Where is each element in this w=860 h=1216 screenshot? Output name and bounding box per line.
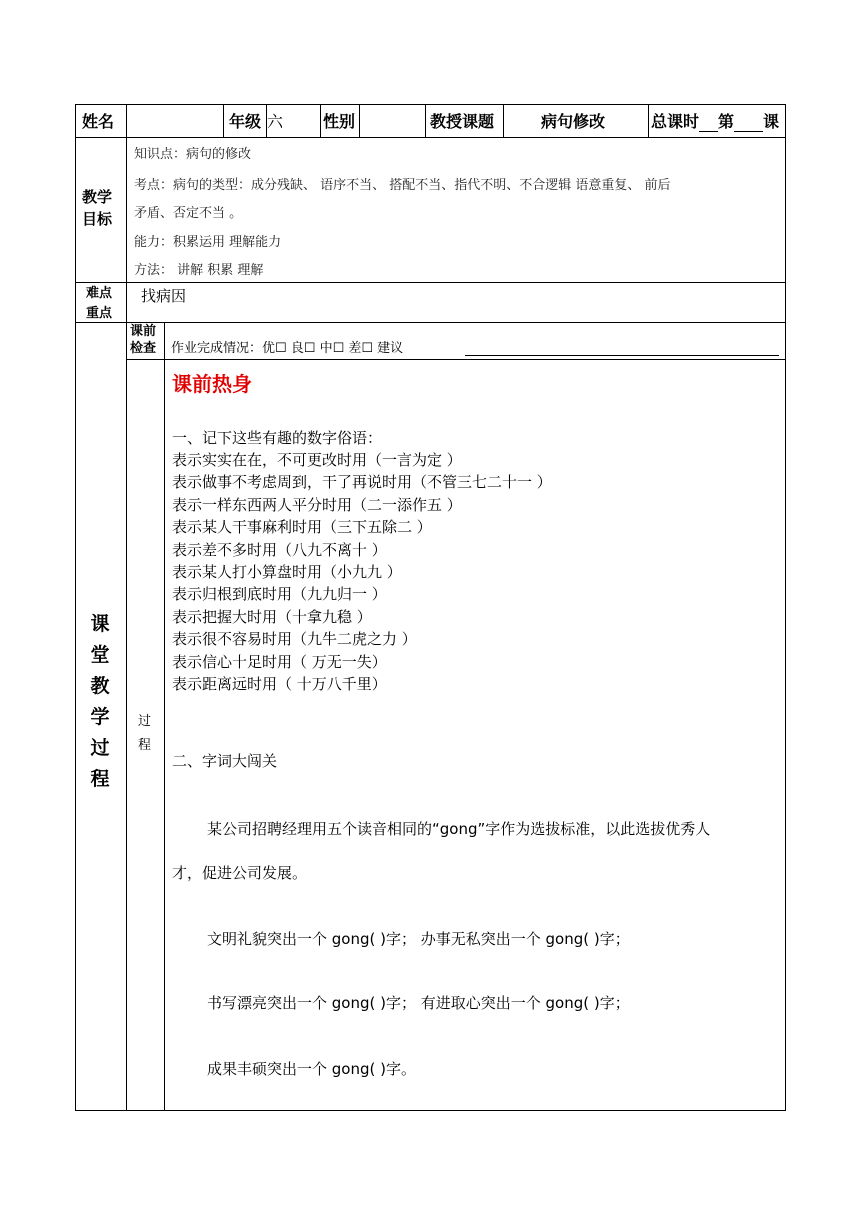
column-divider xyxy=(648,104,649,138)
label-char: 教 xyxy=(90,675,110,697)
name-label: 姓名 xyxy=(82,112,115,131)
ability: 能力：积累运用 理解能力 xyxy=(134,235,282,250)
paragraph-line-2: 才，促进公司发展。 xyxy=(172,864,308,882)
knowledge-point: 知识点：病句的修改 xyxy=(134,147,252,162)
row-divider xyxy=(75,322,786,323)
row-divider xyxy=(75,282,786,283)
list-item: 表示把握大时用（十拿九稳 ） xyxy=(172,607,372,626)
list-item: 表示某人干事麻利时用（三下五除二 ） xyxy=(172,518,432,537)
gong-row-2: 书写漂亮突出一个 gong( )字； 有进取心突出一个 gong( )字； xyxy=(207,994,630,1012)
list-item: 表示某人打小算盘时用（小九九 ） xyxy=(172,563,402,582)
method: 方法： 讲解 积累 理解 xyxy=(134,263,264,278)
gender-label: 性别 xyxy=(323,112,356,131)
list-item: 表示归根到底时用（九九归一 ） xyxy=(172,585,387,604)
list-item: 表示差不多时用（八九不离十 ） xyxy=(172,540,387,559)
gong-row-3: 成果丰硕突出一个 gong( )字。 xyxy=(207,1060,416,1078)
blank-underline xyxy=(699,115,718,132)
paragraph-line-1: 某公司招聘经理用五个读音相同的“gong”字作为选拔标准，以此选拔优秀人 xyxy=(207,820,711,838)
exam-point-line2: 矛盾、否定不当 。 xyxy=(134,206,243,221)
row-divider xyxy=(126,359,786,360)
lesson-unit: 课 xyxy=(763,112,780,131)
label-char: 学 xyxy=(90,706,110,728)
section-1-title: 一、记下这些有趣的数字俗语： xyxy=(172,429,383,447)
lesson-label: 第 xyxy=(718,112,735,131)
list-item: 表示很不容易时用（九牛二虎之力 ） xyxy=(172,630,417,649)
column-divider xyxy=(223,104,224,138)
list-item: 表示信心十足时用（ 万无一失） xyxy=(172,652,387,671)
focus-value: 找病因 xyxy=(141,287,187,305)
label-char: 堂 xyxy=(90,644,110,666)
table-border-top xyxy=(75,104,786,105)
topic-value: 病句修改 xyxy=(541,112,606,131)
list-item: 表示实实在在，不可更改时用（一言为定 ） xyxy=(172,451,462,469)
table-border-right xyxy=(785,104,786,1111)
precheck-label-bottom: 检查 xyxy=(130,341,157,356)
column-divider xyxy=(425,104,426,138)
process-label-top: 过 xyxy=(138,714,152,729)
table-border-bottom xyxy=(75,1110,786,1111)
column-divider xyxy=(359,104,360,138)
column-divider xyxy=(164,322,165,1111)
suggestion-blank xyxy=(465,355,779,356)
warmup-title: 课前热身 xyxy=(172,372,252,396)
exam-point-line1: 考点：病句的类型：成分残缺、 语序不当、 搭配不当、指代不明、不合逻辑 语意重复、 前后 xyxy=(134,178,671,193)
topic-label: 教授课题 xyxy=(430,112,495,131)
label-char: 过 xyxy=(90,737,110,759)
total-lessons-label xyxy=(651,112,779,132)
focus-label-bottom: 重点 xyxy=(86,306,113,321)
precheck-text: 作业完成情况：优☐ 良☐ 中☐ 差☐ 建议 xyxy=(171,341,404,356)
goals-label: 教学目标 xyxy=(82,188,113,228)
list-item: 表示一样东西两人平分时用（二一添作五 ） xyxy=(172,495,462,514)
column-divider xyxy=(126,104,127,1111)
section-2-title: 二、字词大闯关 xyxy=(172,752,278,770)
gong-row-1: 文明礼貌突出一个 gong( )字； 办事无私突出一个 gong( )字； xyxy=(207,930,630,948)
list-item: 表示做事不考虑周到，干了再说时用（不管三七二十一 ） xyxy=(172,473,552,492)
focus-label-top: 难点 xyxy=(86,286,113,301)
column-divider xyxy=(503,104,504,138)
table-border-left xyxy=(75,104,76,1111)
grade-value: 六 xyxy=(267,112,284,131)
label-char: 课 xyxy=(90,613,110,635)
precheck-label-top: 课前 xyxy=(130,324,157,339)
label-char: 程 xyxy=(90,768,110,790)
grade-label: 年级 xyxy=(229,112,262,131)
list-item: 表示距离远时用（ 十万八千里） xyxy=(172,675,387,694)
blank-underline xyxy=(734,115,763,132)
total-label: 总课时 xyxy=(651,112,700,131)
column-divider xyxy=(320,104,321,138)
classroom-process-label xyxy=(85,609,115,795)
process-label-bottom: 程 xyxy=(138,738,152,753)
row-divider xyxy=(75,137,786,138)
idiom-list xyxy=(172,449,552,695)
